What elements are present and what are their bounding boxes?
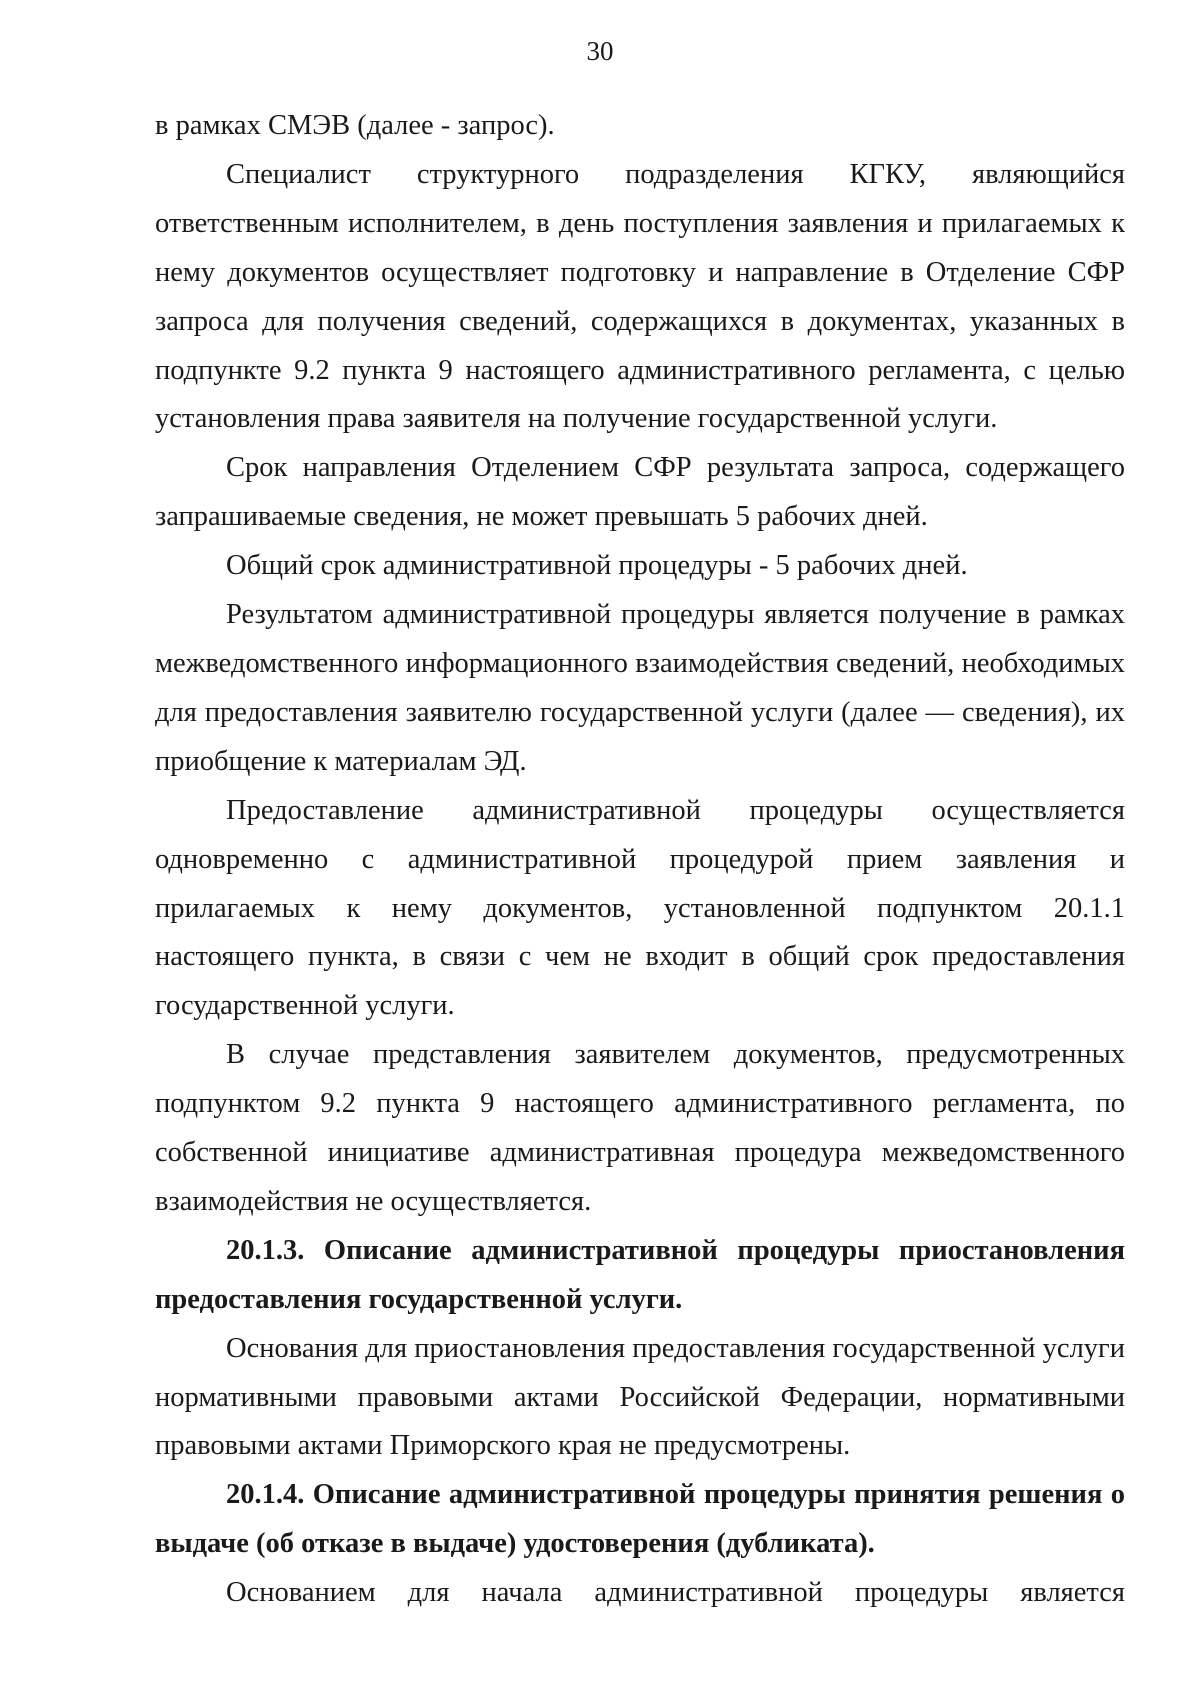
document-body xyxy=(155,102,1125,1618)
paragraph-total-term: Общий срок административной процедуры - 5 рабочих дней. xyxy=(226,550,968,582)
section-heading-20-1-3: 20.1.3. Описание административной процедуры приостановления предоставления государственной услуги. xyxy=(155,1234,1125,1315)
section-heading-20-1-4: 20.1.4. Описание административной процедуры принятия решения о выдаче (об отказе в выдаче) удостоверения (дубликата). xyxy=(155,1479,1125,1560)
paragraph-own-initiative: В случае представления заявителем документов, предусмотренных подпунктом 9.2 пункта 9 настоящего административного регламента, по собственной инициативе административная процедура межведомственного взаимодействия не осуществляется. xyxy=(155,1039,1125,1217)
paragraph-continuation: в рамках СМЭВ (далее - запрос). xyxy=(155,110,555,141)
page-number: 30 xyxy=(586,36,614,66)
paragraph-deadline: Срок направления Отделением СФР результата запроса, содержащего запрашиваемые сведения, не может превышать 5 рабочих дней. xyxy=(155,452,1125,533)
paragraph-basis: Основанием для начала административной процедуры является xyxy=(226,1577,1125,1609)
paragraph-simultaneous: Предоставление административной процедуры осуществляется одновременно с административной процедурой прием заявления и прилагаемых к нему документов, установленной подпунктом 20.1.1 настоящего пункта, в связи с чем не входит в общий срок предоставления государственной услуги. xyxy=(155,794,1125,1022)
paragraph-result: Результатом административной процедуры является получение в рамках межведомственного информационного взаимодействия сведений, необходимых для предоставления заявителю государственной услуги (далее — сведения), их приобщение к материалам ЭД. xyxy=(155,599,1125,777)
paragraph-specialist: Специалист структурного подразделения КГКУ, являющийся ответственным исполнителем, в день поступления заявления и прилагаемых к нему документов осуществляет подготовку и направление в Отделение СФР запроса для получения сведений, содержащихся в документах, указанных в подпункте 9.2 пункта 9 настоящего административного регламента, с целью установления права заявителя на получение государственной услуги. xyxy=(155,158,1125,435)
paragraph-suspension: Основания для приостановления предоставления государственной услуги нормативными правовыми актами Российской Федерации, нормативными правовыми актами Приморского края не предусмотрены. xyxy=(155,1332,1125,1462)
